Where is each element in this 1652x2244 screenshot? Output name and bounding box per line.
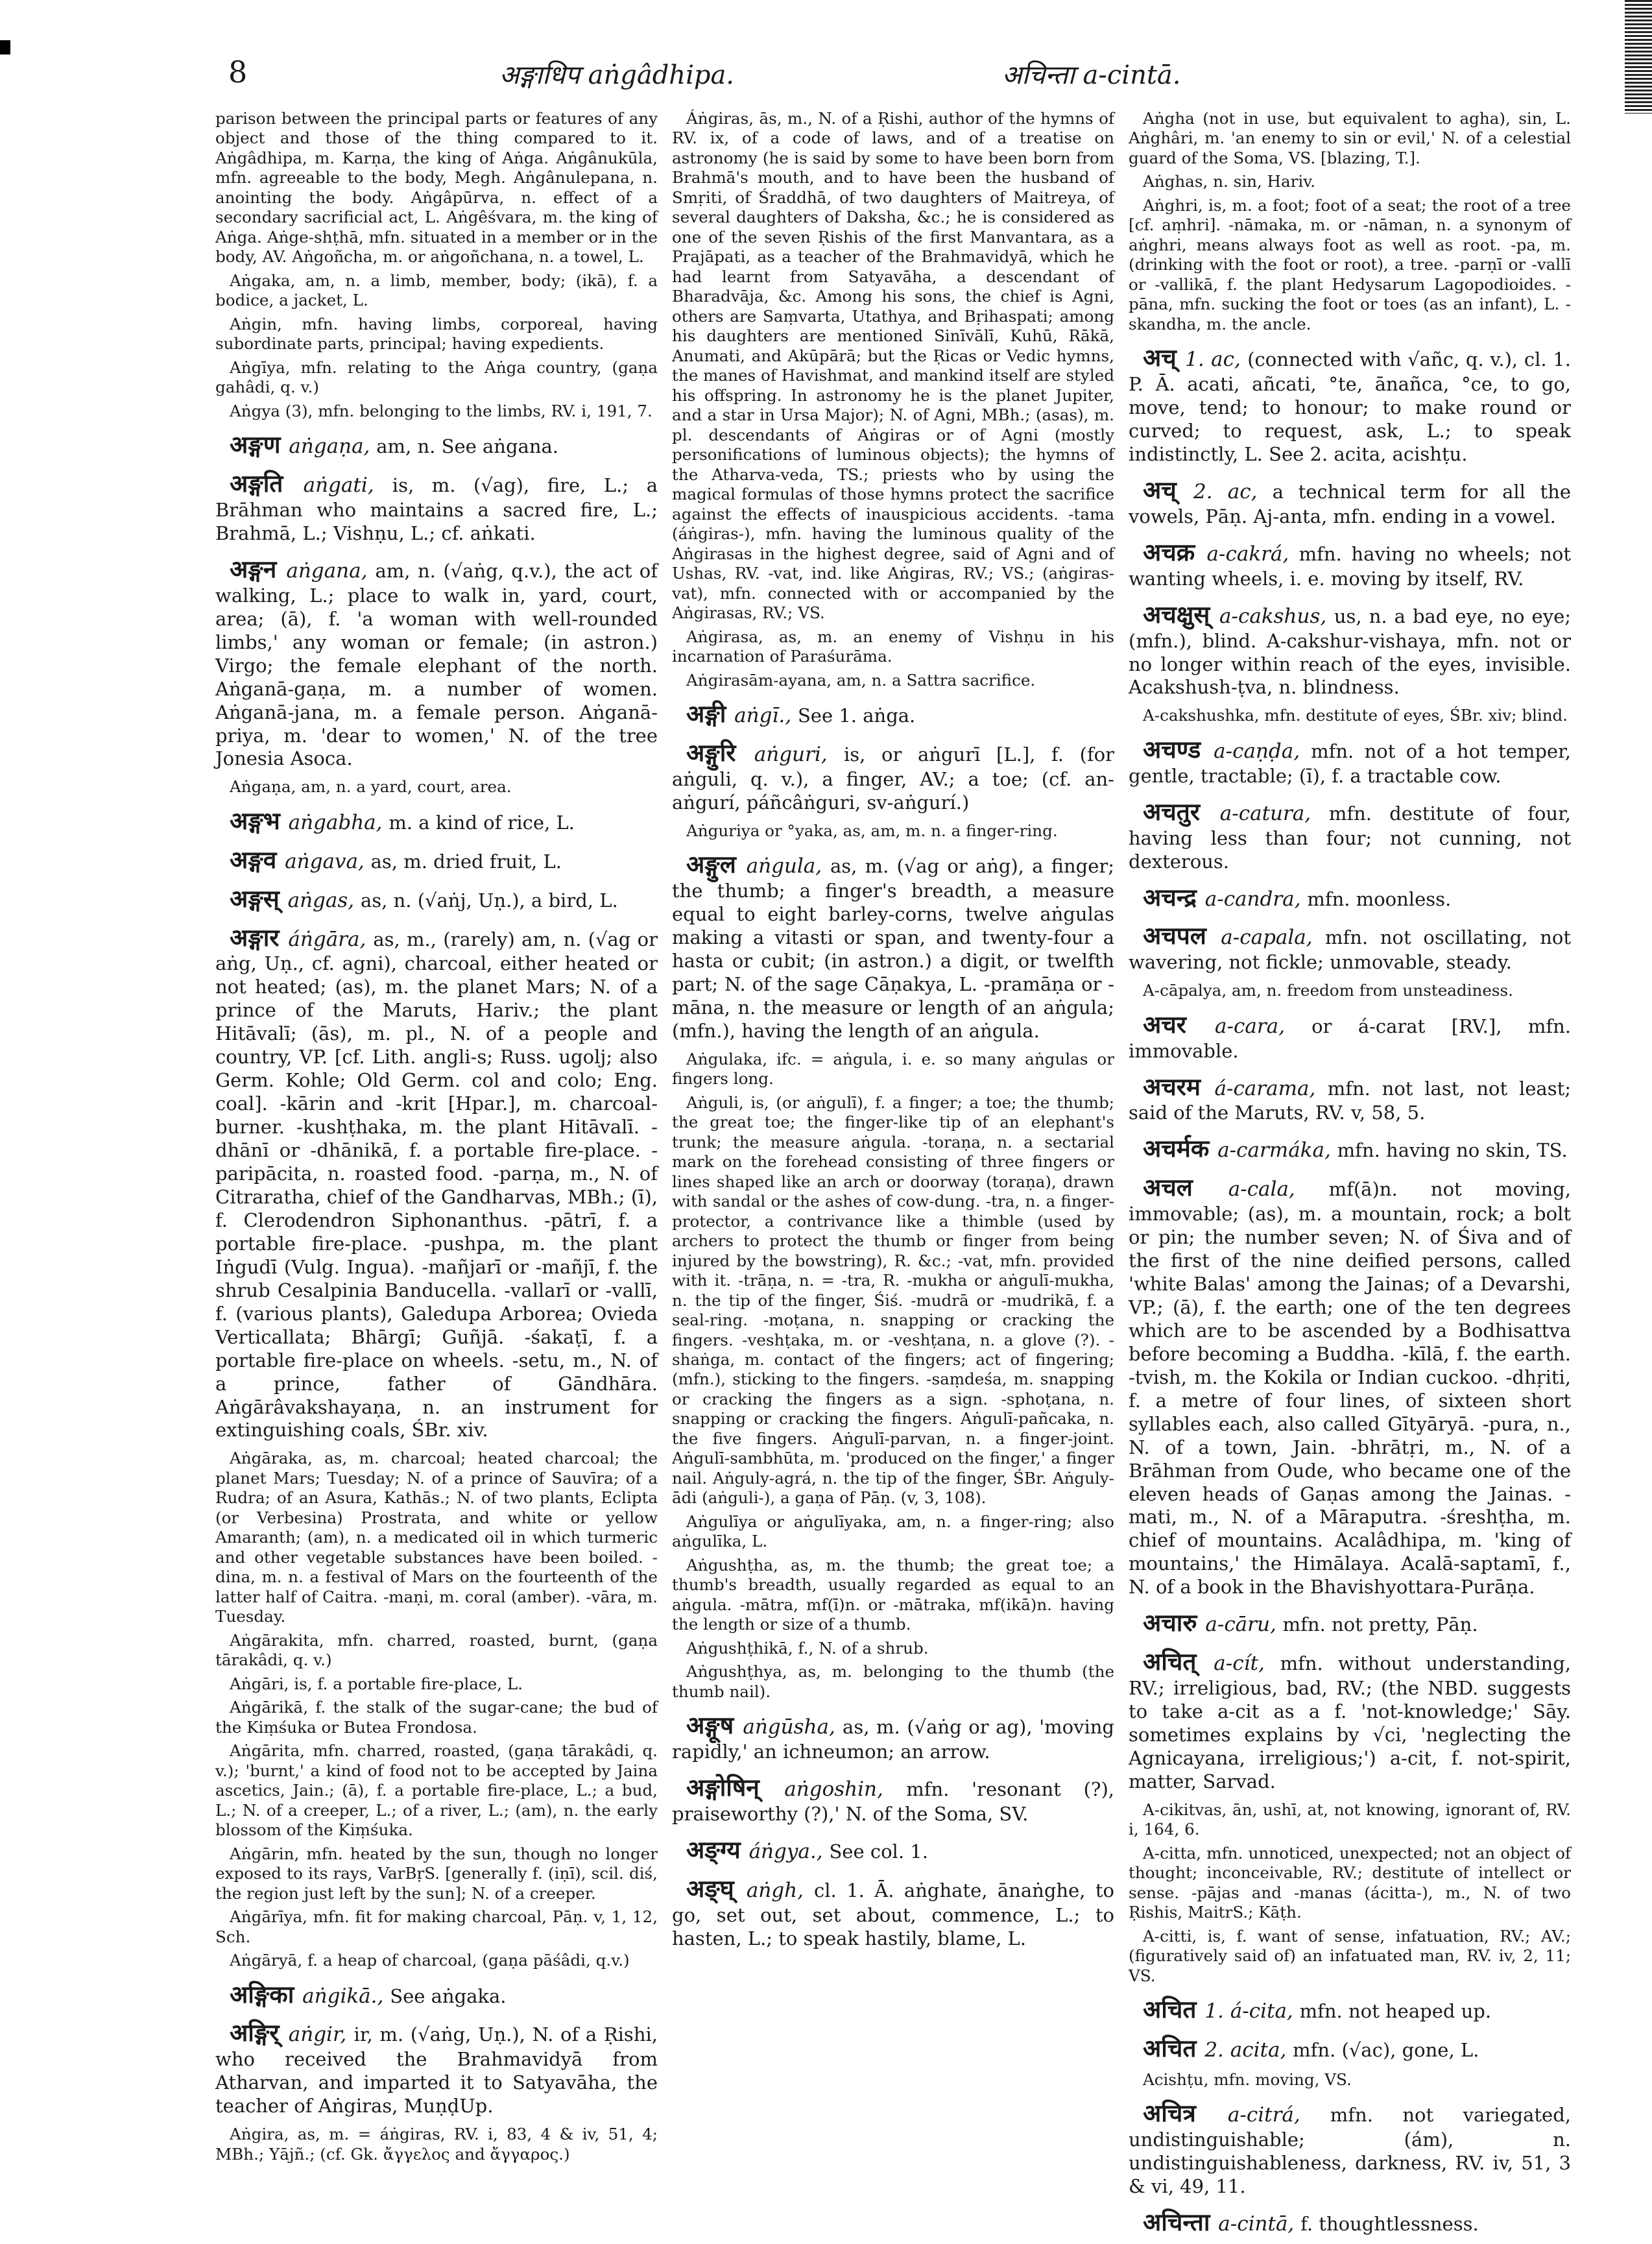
transliteration: aṅgas, [287, 888, 361, 912]
transliteration: a-cintā, [1218, 2212, 1301, 2236]
transliteration: a-cara, [1215, 1014, 1312, 1038]
definition: See aṅgaka. [390, 1985, 507, 2007]
devanagari-headword: अङ्गी [686, 699, 735, 729]
dictionary-entry [215, 2018, 658, 2118]
devanagari-headword: अचरम [1143, 1072, 1215, 1101]
transliteration: 2. acita, [1204, 2038, 1293, 2062]
dictionary-entry: Aṅgārin, mfn. heated by the sun, though no longer exposed to its rays, VarBṛS. [generally f. (iṇī), scil. diś, the region just left by the sun]; N. of a creeper. [215, 1844, 658, 1903]
definition: is, m. (√ag), fire, L.; a Brāhman who maintains a sacred fire, L.; Brahmā, L.; Vishṇu, L.; cf. aṅkati. [215, 474, 658, 544]
transliteration: a-caṇḍa, [1214, 739, 1311, 763]
devanagari-headword: अङ्गव [230, 845, 285, 874]
dictionary-entry [1129, 538, 1571, 591]
transliteration: a-cakrá, [1206, 542, 1299, 566]
definition: or á-carat [RV.], mfn. immovable. [1129, 1015, 1572, 1062]
dictionary-entry: Aṅgirasām-ayana, am, n. a Sattra sacrifice. [686, 670, 1036, 690]
dictionary-entry: A-cāpalya, am, n. freedom from unsteadiness. [1143, 981, 1513, 1000]
dictionary-columns [215, 109, 1571, 2244]
dictionary-entry [1129, 1173, 1571, 1599]
dictionary-entry: A-cikitvas, ān, ushī, at, not knowing, ignorant of, RV. i, 164, 6. [1129, 1800, 1571, 1839]
dictionary-entry: Aṅgaṇa, am, n. a yard, court, area. [230, 777, 512, 797]
devanagari-headword: अङ्गुरि [686, 738, 754, 767]
dictionary-entry: Aṅgirasa, as, m. an enemy of Vishṇu in his incarnation of Paraśurāma. [672, 627, 1114, 666]
dictionary-entry [215, 469, 658, 546]
devanagari-headword: अचर्मक [1143, 1134, 1218, 1163]
transliteration: 1. á-cita, [1204, 1999, 1300, 2023]
devanagari-headword: अङ्गति [230, 469, 304, 498]
definition: mfn. having no wheels; not wanting wheels, i. e. moving by itself, RV. [1129, 542, 1572, 590]
transliteration: 1. ac, [1185, 348, 1248, 372]
dictionary-entry [1129, 600, 1571, 700]
dictionary-entry [215, 884, 658, 914]
transliteration: a-candra, [1204, 887, 1308, 911]
dictionary-entry [672, 1835, 1114, 1865]
devanagari-headword: अङ्गस् [230, 884, 288, 913]
dictionary-entry: Aṅgira, as, m. = áṅgiras, RV. i, 83, 4 & iv, 51, 4; MBh.; Yājñ.; (cf. Gk. ἄγγελος and ἄγγαρος.) [215, 2125, 658, 2164]
devanagari-headword: अचिन्ता [1143, 2208, 1219, 2237]
transliteration: aṅguri, [754, 742, 844, 766]
definition: us, n. a bad eye, no eye; (mfn.), blind. A-cakshur-vishaya, mfn. not or no longer within reach of the eyes, invisible. Acakshush-ṭva, n. blindness. [1129, 605, 1572, 699]
page-number: 8 [228, 54, 248, 90]
dictionary-entry: Aṅguriya or °yaka, as, am, m. n. a finger-ring. [686, 821, 1058, 840]
transliteration: a-cāru, [1205, 1613, 1283, 1637]
devanagari-headword: अचण्ड [1143, 734, 1214, 764]
devanagari-headword: अचतुर [1143, 797, 1220, 826]
dictionary-entry: Aṅgāryā, f. a heap of charcoal, (gaṇa pāśâdi, q.v.) [230, 1951, 630, 1970]
dictionary-entry: Aṅgaka, am, n. a limb, member, body; (ikā), f. a bodice, a jacket, L. [215, 271, 658, 310]
definition: mf(ā)n. not moving, immovable; (as), m. a mountain, rock; a bolt or pin; the number seven; N. of Śiva and of the first of the nine deified persons, called 'white Balas' among the Jainas; of a Devarshi, VP.; (ā), f. the earth; one of the ten degrees which are to be ascended by a Bodhisattva before becoming a Buddha. -kīlā, f. the earth. -tvish, m. the Kokila or Indian cuckoo. -dhṛiti, f. a metre of four lines, of sixteen short syllables each, also called Gītyāryā. -pura, n., N. of a town, Jain. -bhrātṛi, m., N. of a Brāhman from Oude, who became one of the eleven heads of Gaṇas among the Jainas. -mati, m., N. of a Māraputra. -śreshṭha, m. chief of mountains. Acalâdhipa, m. 'king of mountains,' the Himālaya. Acalā-saptamī, f., N. of a book in the Bhavishyottara-Purāṇa. [1129, 1178, 1571, 1599]
dictionary-entry: Aṅgāri, is, f. a portable fire-place, L. [230, 1674, 523, 1693]
devanagari-headword: अच् [1143, 476, 1194, 505]
devanagari-headword: अचारु [1143, 1608, 1206, 1637]
dictionary-entry: Aṅguli, is, (or aṅgulī), f. a finger; a toe; the thumb; the great toe; the finger-like tip of an elephant's trunk; the measure aṅgula. -toraṇa, n. a sectarial mark on the forehead consisting of three fingers or lines shaped like an arch or doorway (toraṇa), drawn with sandal or the ashes of cow-dung. -tra, n. a finger-protector, a contrivance like a thimble (used by archers to protect the thumb or finger from being injured by the bowstring), R. &c.; -vat, mfn. provided with it. -trāṇa, n. = -tra, R. -mukha or aṅgulī-mukha, n. the tip of the finger, Śiś. -mudrā or -mudrikā, f. a seal-ring. -moṭana, n. snapping or cracking the fingers. -veshṭaka, m. or -veshṭana, n. a glove (?). -shaṅga, m. contact of the fingers; act of fingering; (mfn.), sticking to the fingers. -saṃdeśa, m. snapping or cracking the fingers as a sign. -sphoṭana, n. snapping or cracking the fingers. Aṅgulī-pañcaka, n. the five fingers. Aṅgulī-parvan, n. a finger-joint. Aṅgulī-sambhūta, m. 'produced on the finger,' a finger nail. Aṅguly-agrá, n. the tip of the finger, ŚBr. Aṅguly-ādi (aṅguli-), a gaṇa of Pāṇ. (v, 3, 108). [672, 1092, 1114, 1508]
dictionary-entry [215, 923, 658, 1443]
transliteration: aṅgūsha, [743, 1715, 843, 1739]
definition: mfn. not pretty, Pāṇ. [1282, 1613, 1478, 1636]
devanagari-headword: अचित् [1143, 1647, 1214, 1676]
definition: as, m. (√aṅg or ag), 'moving rapidly,' an ichneumon; an arrow. [672, 1716, 1114, 1763]
devanagari-headword: अच् [1143, 343, 1186, 372]
definition: mfn. not heaped up. [1299, 2000, 1492, 2023]
dictionary-entry: Aṅgin, mfn. having limbs, corporeal, having subordinate parts, principal; having expedients. [215, 314, 658, 354]
definition: am, n. See aṅgana. [376, 435, 559, 458]
dictionary-entry: Aṅgha (not in use, but equivalent to agha), sin, L. Aṅghâri, m. 'an enemy to sin or evil,' N. of a celestial guard of the Soma, VS. [blazing, T.]. [1129, 109, 1571, 167]
dictionary-entry [672, 738, 1114, 815]
devanagari-headword: अङ्गन [230, 554, 287, 583]
dictionary-entry [1129, 2208, 1571, 2238]
transliteration: á-carama, [1214, 1076, 1328, 1100]
dictionary-entry [215, 430, 658, 460]
dictionary-entry [1129, 1134, 1571, 1164]
transliteration: aṅgava, [285, 849, 371, 873]
dictionary-entry: Aṅgārakita, mfn. charred, roasted, burnt, (gaṇa tārakâdi, q. v.) [215, 1630, 658, 1670]
dictionary-entry: Aṅgīya, mfn. relating to the Aṅga country, (gaṇa gahâdi, q. v.) [215, 357, 658, 397]
transliteration: aṅgula, [746, 854, 830, 878]
dictionary-entry: Aṅgārikā, f. the stalk of the sugar-cane; the bud of the Kiṃśuka or Butea Frondosa. [215, 1698, 658, 1737]
running-head-left: अङ्गाधिप aṅgâdhipa. [499, 60, 735, 90]
definition: mfn. not oscillating, not wavering, not fickle; unmovable, steady. [1129, 926, 1572, 974]
transliteration: áṅgya., [748, 1839, 830, 1863]
definition: is, or aṅgurī [L.], f. (for aṅguli, q. v.), a finger, AV.; a toe; (cf. an-aṅgurí, páñcâṅguri, sv-aṅgurí.) [672, 743, 1115, 814]
dictionary-entry [215, 806, 658, 836]
column-3 [1129, 109, 1571, 2244]
dictionary-entry [1129, 1608, 1571, 1638]
definition: (connected with √añc, q. v.), cl. 1. P. Ā. acati, añcati, °te, ānañca, °ce, to go, move, tend; to honour; to make round or curved; to request, ask, L.; to speak indistinctly, L. See 2. acita, acishṭu. [1129, 348, 1571, 466]
column-2 [672, 109, 1114, 2244]
transliteration: aṅgī., [734, 704, 798, 728]
transliteration: aṅgati, [303, 474, 392, 498]
transliteration: aṅgaṇa, [289, 435, 377, 459]
dictionary-entry [672, 1773, 1114, 1826]
devanagari-headword: अङ्घ् [686, 1874, 747, 1903]
transliteration: aṅgoshin, [784, 1778, 907, 1802]
devanagari-headword: अचित्र [1143, 2099, 1228, 2128]
dictionary-entry [1129, 1647, 1571, 1794]
definition: mfn. destitute of four, having less than four; not cunning, not dexterous. [1129, 802, 1571, 873]
definition: mfn. moonless. [1307, 887, 1452, 910]
definition: f. thoughtlessness. [1300, 2213, 1479, 2236]
transliteration: a-carmáka, [1217, 1139, 1337, 1163]
dictionary-entry [1129, 1995, 1571, 2025]
devanagari-headword: अचर [1143, 1009, 1215, 1039]
transliteration: aṅgikā., [302, 1984, 390, 2008]
definition: am, n. (√aṅg, q.v.), the act of walking, L.; place to walk in, yard, court, area; (ā), f. 'a woman with well-rounded limbs,' any woman or female; (in astron.) Virgo; the female elephant of the north. Aṅganā-gaṇa, m. a number of women. Aṅganā-jana, m. a female person. Aṅganā-priya, m. 'dear to women,' N. of the tree Jonesia Asoca. [215, 559, 658, 770]
definition: See 1. aṅga. [797, 705, 916, 727]
devanagari-headword: अङ्गभ [230, 806, 289, 835]
definition: as, n. (√aṅj, Uṇ.), a bird, L. [360, 889, 618, 911]
dictionary-entry [1129, 883, 1571, 913]
dictionary-entry: Aṅghas, n. sin, Hariv. [1143, 172, 1316, 191]
devanagari-headword: अङ्गोषिन् [686, 1773, 785, 1802]
transliteration: 2. ac, [1193, 480, 1273, 504]
dictionary-entry [1129, 1010, 1571, 1063]
dictionary-entry: Acishṭu, mfn. moving, VS. [1143, 2069, 1352, 2089]
dictionary-entry: parison between the principal parts or features of any object and those of the thing compared to it. Aṅgâdhipa, m. Karṇa, the king of Aṅga. Aṅgânukūla, mfn. agreeable to the body, Megh. Aṅgânulepana, n. anointing the body. Aṅgâpūrva, n. effect of a secondary sacrificial act, L. Aṅgêśvara, m. the king of Aṅga. Aṅge-shṭhā, mfn. situated in a member or in the body, AV. Aṅgoñcha, m. or aṅgoñchana, n. a towel, L. [215, 109, 658, 267]
devanagari-headword: अङ्गिर् [230, 2018, 289, 2047]
dictionary-entry: Aṅgya (3), mfn. belonging to the limbs, RV. i, 191, 7. [230, 401, 652, 420]
definition: as, m. dried fruit, L. [370, 850, 562, 873]
transliteration: aṅgh, [746, 1878, 815, 1902]
definition: See col. 1. [829, 1840, 928, 1863]
definition: cl. 1. Ā. aṅghate, ānaṅghe, to go, set out, set about, commence, L.; to hasten, L.; to speak hastily, blame, L. [672, 1879, 1114, 1949]
devanagari-headword: अचक्षुस् [1143, 599, 1220, 629]
dictionary-entry [1129, 921, 1571, 974]
definition: mfn. not last, not least; said of the Maruts, RV. v, 58, 5. [1129, 1077, 1571, 1124]
dictionary-entry [1129, 2034, 1571, 2064]
running-head-right: अचिन्ता a-cintā. [1002, 60, 1181, 90]
dictionary-entry [215, 1980, 658, 2010]
dictionary-entry [672, 850, 1114, 1043]
devanagari-headword: अङ्गार [230, 923, 289, 952]
definition: mfn. without understanding, RV.; irreligious, bad, RV.; (the NBD. suggests to take a-cit as a f. 'not-knowledge;' Sāy. sometimes explains by √ci, 'neglecting the Agnicayana, irreligious;') a-cit, f. not-spirit, matter, Sarvad. [1129, 1652, 1572, 1792]
dictionary-entry: Aṅgulīya or aṅgulīyaka, am, n. a finger-ring; also aṅgulīka, L. [672, 1512, 1114, 1551]
definition: mfn. 'resonant (?), praiseworthy (?),' N. of the Soma, SV. [672, 1778, 1114, 1825]
dictionary-entry [215, 845, 658, 875]
definition: mfn. not of a hot temper, gentle, tractable; (ī), f. a tractable cow. [1129, 740, 1571, 787]
definition: mfn. not variegated, undistinguishable; (ám), n. undistinguishableness, darkness, RV. iv, 51, 3 & vi, 49, 11. [1129, 2104, 1572, 2198]
devanagari-headword: अङ्गण [230, 430, 289, 459]
transliteration: a-catura, [1219, 801, 1329, 825]
dictionary-entry: A-citta, mfn. unnoticed, unexpected; not an object of thought; inconceivable, RV.; destitute of intellect or sense. -pājas and -manas (ácitta-), m., N. of two Ṛishis, MaitrS.; Kāṭh. [1129, 1843, 1571, 1922]
definition: mfn. (√ac), gone, L. [1293, 2039, 1479, 2062]
devanagari-headword: अचक्र [1143, 537, 1207, 566]
dictionary-entry: A-cakshushka, mfn. destitute of eyes, ŚBr. xiv; blind. [1143, 706, 1568, 725]
transliteration: áṅgāra, [288, 927, 374, 951]
devanagari-headword: अचपल [1143, 921, 1221, 950]
scan-edge [1625, 0, 1652, 114]
dictionary-entry: Aṅgushṭhikā, f., N. of a shrub. [686, 1638, 929, 1658]
transliteration: a-cala, [1228, 1177, 1329, 1201]
devanagari-headword: अङ्ग्य [686, 1835, 749, 1864]
transliteration: a-capala, [1221, 926, 1326, 950]
definition: as, m., (rarely) am, n. (√ag or aṅg, Uṇ., cf. agni), charcoal, either heated or not heated; (as), m. the planet Mars; N. of a prince of the Maruts, Hariv.; the plant Hitāvalī; (ās), m. pl., N. of a people and country, VP. [cf. Lith. angli-s; Russ. ugolj; also Germ. Kohle; Old Germ. col and colo; Eng. coal]. -kārin and -krit [Hpar.], m. charcoal-burner. -kushṭhaka, m. the plant Hitāvalī. -dhānī or -dhānikā, f. a portable fire-place. -paripācita, n. roasted food. -parṇa, m., N. of Citraratha, chief of the Gandharvas, MBh.; (ī), f. Clerodendron Siphonanthus. -pātrī, f. a portable fire-place. -pushpa, m. the plant Iṅgudī (Vulg. Ingua). -mañjarī or -mañjī, f. the shrub Cesalpinia Banducella. -vallarī or -vallī, f. (various plants), Galedupa Arborea; Ovieda Verticallata; Bhārgī; Guñjā. -śakaṭī, f. a portable fire-place on wheels. -setu, m., N. of a prince, father of Gāndhāra. Aṅgārâvakshayaṇa, n. an instrument for extinguishing coals, ŚBr. xiv. [215, 928, 658, 1442]
transliteration: a-citrá, [1227, 2103, 1330, 2127]
dictionary-entry [1129, 2099, 1571, 2199]
dictionary-entry: Aṅgulaka, ifc. = aṅgula, i. e. so many aṅgulas or fingers long. [672, 1049, 1114, 1089]
dictionary-entry: Aṅgārīya, mfn. fit for making charcoal, Pāṇ. v, 1, 12, Sch. [215, 1907, 658, 1946]
definition: a technical term for all the vowels, Pāṇ. Aj-anta, mfn. ending in a vowel. [1129, 481, 1571, 527]
devanagari-headword: अचन्द्र [1143, 882, 1205, 911]
dictionary-entry [672, 699, 1114, 729]
dictionary-entry: Aṅgārita, mfn. charred, roasted, (gaṇa tārakâdi, q. v.); 'burnt,' a kind of food not to be accepted by Jaina ascetics, Jain.; (ā), f. a portable fire-place, L.; a bud, L.; N. of a creeper, L.; of a river, L.; (am), n. the early blossom of the Kiṃśuka. [215, 1741, 658, 1840]
column-1 [215, 109, 658, 2244]
devanagari-headword: अङ्गिका [230, 1979, 303, 2009]
dictionary-entry [1129, 343, 1571, 466]
devanagari-headword: अचित [1143, 1995, 1205, 2024]
devanagari-headword: अङ्गूष [686, 1711, 743, 1740]
devanagari-headword: अचल [1143, 1173, 1228, 1202]
dictionary-entry: Aṅgushṭha, as, m. the thumb; the great toe; a thumb's breadth, usually regarded as equal to an aṅgula. -mātra, mf(ī)n. or -mātraka, mf(ikā)n. having the length or size of a thumb. [672, 1555, 1114, 1634]
dictionary-entry [1129, 797, 1571, 874]
dictionary-entry [672, 1874, 1114, 1951]
dictionary-entry [1129, 735, 1571, 788]
definition: mfn. having no skin, TS. [1337, 1139, 1568, 1162]
transliteration: a-cít, [1214, 1652, 1280, 1676]
devanagari-headword: अचित [1143, 2034, 1205, 2063]
transliteration: a-cakshus, [1219, 604, 1334, 628]
dictionary-entry: Áṅgiras, ās, m., N. of a Ṛishi, author of the hymns of RV. ix, of a code of laws, and of a treatise on astronomy (he is said by some to have been born from Brahmā's mouth, and to have been the husband of Smṛiti, of Śraddhā, of two daughters of Maitreya, of several daughters of Daksha, &c.; he is considered as one of the seven Ṛishis of the first Manvantara, as a Prajāpati, as a teacher of the Brahmavidyā, which he had learnt from Satyavāha, a descendant of Bharadvāja, &c. Among his sons, the chief is Agni, others are Saṃvarta, Utathya, and Bṛihaspati; among his daughters are mentioned Sinīvālī, Kuhū, Rākā, Anumati, and Akūpārā; but the Ṛicas or Vedic hymns, the manes of Havishmat, and mankind itself are styled his offspring. In astronomy he is the planet Jupiter, and a star in Ursa Major); N. of Agni, MBh.; (asas), m. pl. descendants of Aṅgiras or of Agni (mostly personifications of luminous objects); the hymns of the Atharva-veda, TS.; priests who by using the magical formulas of those hymns protect the sacrifice against the effects of inauspicious accidents. -tama (áṅgiras-), mfn. having the luminous quality of the Aṅgirasas in the highest degree, said of Agni and of Ushas, RV. -vat, ind. like Aṅgiras, RV.; VS.; (aṅgiras-vat), mfn. connected with or accompanied by the Aṅgirasas, RV.; VS. [672, 109, 1114, 623]
dictionary-entry [1129, 476, 1571, 529]
dictionary-entry [672, 1711, 1114, 1764]
dictionary-entry: Aṅgāraka, as, m. charcoal; heated charcoal; the planet Mars; Tuesday; N. of a prince of Sauvīra; of a Rudra; of an Asura, Kathās.; N. of two plants, Eclipta (or Verbesina) Prostrata, and white or yellow Amaranth; (am), n. a medicated oil in which turmeric and other vegetable substances have been boiled. -dina, m. n. a festival of Mars on the fourteenth of the latter half of Caitra. -maṇi, m. coral (amber). -vāra, m. Tuesday. [215, 1449, 658, 1626]
devanagari-headword: अङ्गुल [686, 850, 747, 879]
definition: ir, m. (√aṅg, Uṇ.), N. of a Ṛishi, who received the Brahmavidyā from Atharvan, and imparted it to Satyavāha, the teacher of Aṅgiras, MuṇḍUp. [215, 2023, 658, 2117]
dictionary-entry: A-citti, is, f. want of sense, infatuation, RV.; AV.; (figuratively said of) an infatuated man, RV. iv, 2, 11; VS. [1129, 1926, 1571, 1985]
transliteration: aṅgir, [288, 2023, 354, 2047]
dictionary-entry: Aṅgushṭhya, as, m. belonging to the thumb (the thumb nail). [672, 1662, 1114, 1701]
transliteration: aṅgabha, [288, 810, 389, 834]
definition: m. a kind of rice, L. [389, 811, 575, 834]
dictionary-entry [1129, 1072, 1571, 1126]
definition: as, m. (√ag or aṅg), a finger; the thumb; a finger's breadth, a measure equal to eight barley-corns, twelve aṅgulas making a vitasti or span, and twenty-four a hasta or cubit; (in astron.) a digit, or twelfth part; N. of the sage Cāṇakya, L. -pramāṇa or -māna, n. the measure or length of an aṅgula; (mfn.), having the length of an aṅgula. [672, 855, 1114, 1042]
dictionary-entry: Aṅghri, is, m. a foot; foot of a seat; the root of a tree [cf. aṃhri]. -nāmaka, m. or -nāman, n. a synonym of aṅghri, means always foot as well as root. -pa, m. (drinking with the foot or root), a tree. -parṇī or -vallī or -vallikā, f. the plant Hedysarum Lagopodioides. -pāna, mfn. sucking the foot or toes (as an infant), L. -skandha, m. the ancle. [1129, 195, 1571, 333]
transliteration: aṅgana, [286, 559, 376, 583]
dictionary-entry [215, 555, 658, 771]
scan-mark [0, 40, 10, 54]
